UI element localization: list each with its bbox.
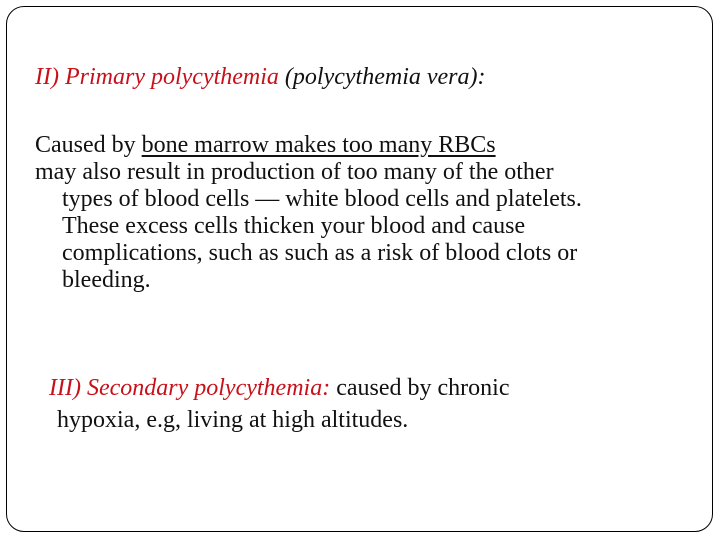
- primary-heading-parenthetical: (polycythemia vera): [278, 64, 478, 90]
- description-line-2: may also result in production of too many of the other: [35, 159, 554, 185]
- primary-polycythemia-heading: [35, 62, 486, 92]
- slide-frame: [6, 6, 713, 532]
- secondary-polycythemia-section: [49, 372, 689, 436]
- secondary-heading-title: III) Secondary polycythemia:: [49, 375, 331, 401]
- description-underlined-text: bone marrow makes too many RBCs: [141, 132, 496, 158]
- primary-heading-title: II) Primary polycythemia: [35, 64, 279, 90]
- description-line-3: types of blood cells — white blood cells and platelets.: [62, 186, 582, 212]
- secondary-line-2: hypoxia, e.g, living at high altitudes.: [57, 407, 409, 433]
- secondary-text-part1: caused by chronic: [330, 375, 510, 401]
- description-line-1: [35, 132, 695, 159]
- primary-heading-colon: :: [477, 64, 486, 90]
- description-line-6: bleeding.: [62, 267, 151, 293]
- primary-description: [35, 132, 695, 294]
- description-line-4: These excess cells thicken your blood and cause: [62, 213, 526, 239]
- description-lead: Caused by: [35, 132, 142, 158]
- secondary-line-1: [49, 372, 689, 404]
- description-line-5: complications, such as such as a risk of blood clots or: [62, 240, 578, 266]
